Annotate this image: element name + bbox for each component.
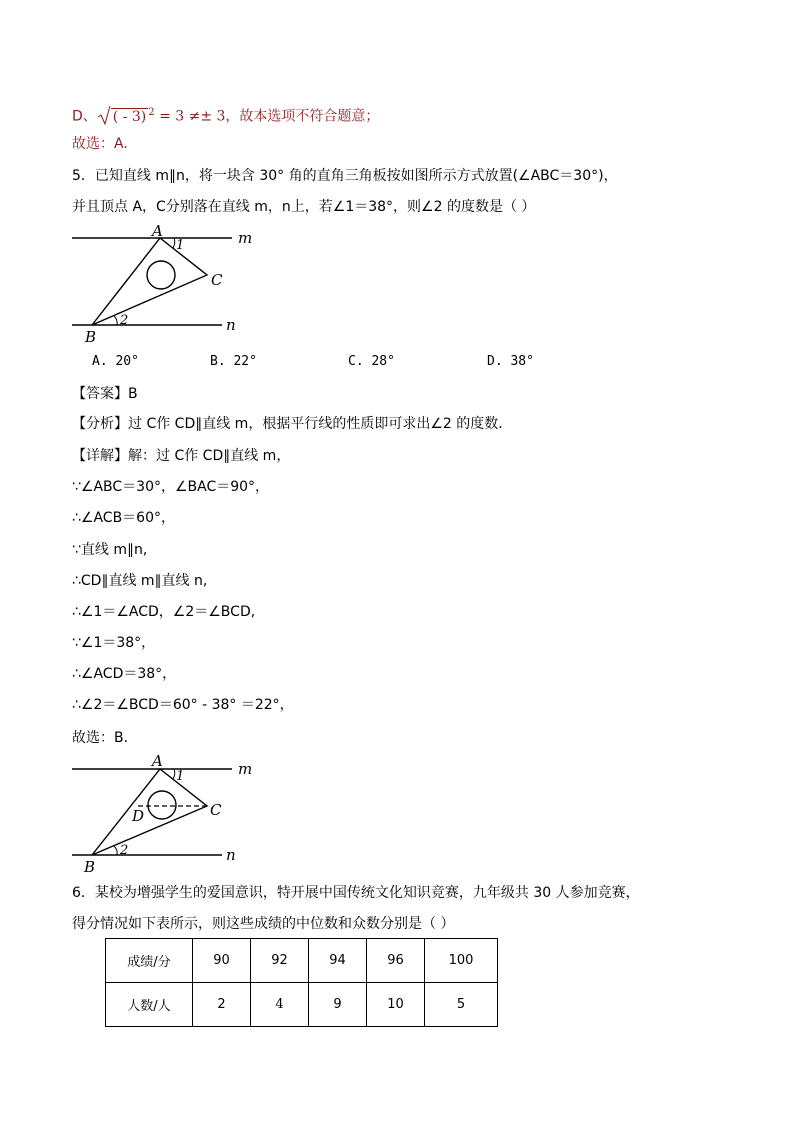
table-cell: 96 — [367, 939, 425, 983]
table-cell: 4 — [251, 983, 309, 1027]
q5-step: ∵直线 m∥n, — [72, 542, 148, 558]
label-m: m — [238, 760, 253, 778]
label-2: 2 — [120, 313, 129, 328]
q5-detail-title: 【详解】解：过 C作 CD∥直线 m， — [72, 448, 291, 464]
label-b: B — [84, 858, 96, 876]
q5-option-b: B. 22° — [210, 354, 257, 369]
q5-option-c: C. 28° — [348, 354, 395, 369]
q5-answer: 【答案】B — [72, 386, 138, 402]
label-2: 2 — [120, 843, 129, 858]
label-n: n — [226, 846, 236, 864]
q5-step: ∴∠ACB＝60°， — [72, 510, 175, 526]
table-row — [106, 983, 498, 1027]
label-m: m — [238, 229, 253, 247]
q5-step: ∴∠2＝∠BCD＝60° - 38° ＝22°， — [72, 697, 294, 713]
triangle-hole — [147, 261, 175, 289]
q5-step: ∴∠ACD＝38°， — [72, 666, 177, 682]
q5-option-a: A. 20° — [92, 354, 139, 369]
label-c: C — [210, 801, 222, 819]
q5-option-d: D. 38° — [487, 354, 534, 369]
label-d: D — [132, 807, 145, 825]
table-cell: 94 — [309, 939, 367, 983]
prev-choice: 故选：A. — [72, 136, 128, 152]
table-cell: 2 — [193, 983, 251, 1027]
label-1: 1 — [176, 238, 185, 253]
table-cell: 10 — [367, 983, 425, 1027]
label-a: A — [152, 752, 163, 770]
label-a: A — [152, 224, 163, 240]
table-cell: 90 — [193, 939, 251, 983]
label-b: B — [85, 328, 97, 346]
table-header-cell: 人数/人 — [106, 983, 193, 1027]
q6-stem-line1: 6．某校为增强学生的爱国意识，特开展中国传统文化知识竞赛，九年级共 30 人参加竞赛， — [72, 885, 640, 901]
q5-step: ∴CD∥直线 m∥直线 n, — [72, 573, 208, 589]
table-header-cell: 成绩/分 — [106, 939, 193, 983]
q6-stem-line2: 得分情况如下表所示，则这些成绩的中位数和众数分别是（ ） — [72, 916, 455, 932]
table-row — [106, 939, 498, 983]
sqrt-expression: ( - 3) — [97, 107, 148, 127]
q5-figure-1 — [72, 224, 272, 350]
table-cell: 5 — [425, 983, 498, 1027]
table-cell: 100 — [425, 939, 498, 983]
radical-sign-icon — [97, 105, 111, 125]
q5-step: ∴∠1＝∠ACD，∠2＝∠BCD, — [72, 604, 256, 620]
q5-stem-line2: 并且顶点 A，C分别落在直线 m，n上，若∠1＝38°，则∠2 的度数是（ ） — [72, 199, 536, 215]
q5-analysis: 【分析】过 C作 CD∥直线 m，根据平行线的性质即可求出∠2 的度数． — [72, 416, 513, 432]
q5-step: ∵∠ABC＝30°，∠BAC＝90°， — [72, 479, 270, 495]
q5-step: ∵∠1＝38°， — [72, 635, 156, 651]
label-c: C — [211, 271, 223, 289]
table-cell: 9 — [309, 983, 367, 1027]
score-table — [105, 938, 498, 1027]
q5-figure-2 — [72, 752, 272, 880]
q5-stem-line1: 5．已知直线 m∥n，将一块含 30° 角的直角三角板按如图所示方式放置(∠ABC＝30°)， — [72, 168, 618, 184]
table-cell: 92 — [251, 939, 309, 983]
triangle — [92, 238, 207, 325]
triangle-hole — [148, 791, 176, 819]
option-d-conclusion: D、 ( - 3) $^2$ = 3 ≠± 3，故本选项不符合题意； — [72, 103, 379, 127]
label-1: 1 — [176, 769, 185, 784]
label-n: n — [226, 316, 236, 334]
q5-choice: 故选：B. — [72, 730, 129, 746]
